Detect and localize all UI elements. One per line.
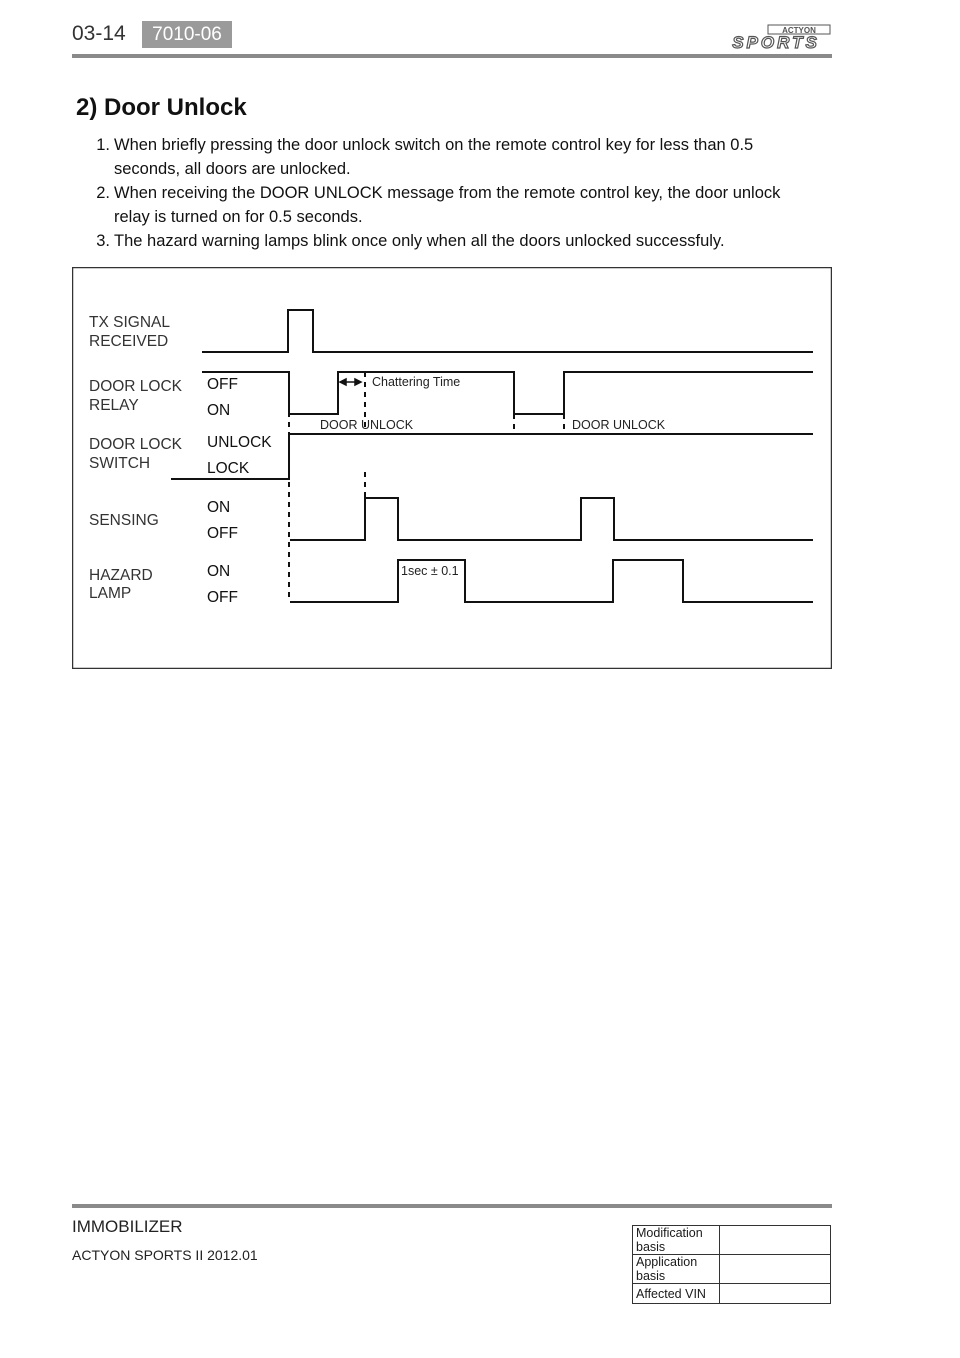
hazard-lamp-label: HAZARD <box>89 567 153 584</box>
list-item <box>80 181 800 229</box>
relay-state-low: ON <box>207 402 231 419</box>
door-lock-relay-label-line2: RELAY <box>89 397 139 414</box>
switch-state-low: LOCK <box>207 460 250 477</box>
hazard-lamp-label-line2: LAMP <box>89 585 132 602</box>
chattering-time-label: Chattering Time <box>372 375 461 389</box>
sensing-state-high: ON <box>207 499 231 516</box>
door-lock-relay-label: DOOR LOCK <box>89 378 183 395</box>
footer-rule <box>72 1204 832 1208</box>
section-title: 2) Door Unlock <box>76 94 247 121</box>
logo-top-text: ACTYON <box>782 26 816 35</box>
sensing-waveform <box>290 498 813 540</box>
revision-label: Affected VIN <box>633 1284 720 1304</box>
revision-table <box>632 1225 831 1304</box>
sensing-label: SENSING <box>89 512 159 529</box>
logo-main-text: SPORTS <box>732 33 820 50</box>
revision-value <box>720 1284 831 1304</box>
header-rule <box>72 54 832 58</box>
tx-signal-label: TX SIGNAL <box>89 314 170 331</box>
door-unlock-label-1: DOOR UNLOCK <box>320 418 414 432</box>
hazard-state-high: ON <box>207 563 231 580</box>
page-number: 03-14 <box>72 22 126 45</box>
table-row <box>633 1226 831 1255</box>
revision-label: Modification basis <box>633 1226 720 1255</box>
tx-signal-waveform <box>202 310 813 352</box>
table-row <box>633 1255 831 1284</box>
tx-signal-label-line2: RECEIVED <box>89 333 169 350</box>
table-row <box>633 1284 831 1304</box>
step-text: When briefly pressing the door unlock switch on the remote control key for less than 0.5 seconds, all doors are unlocked. <box>114 136 754 178</box>
section-code-badge: 7010-06 <box>142 21 232 48</box>
switch-state-high: UNLOCK <box>207 434 272 451</box>
brand-logo <box>716 24 832 50</box>
revision-value <box>720 1255 831 1284</box>
footer-title: IMMOBILIZER <box>72 1217 183 1236</box>
door-lock-relay-waveform <box>202 372 813 414</box>
step-number: 3. <box>96 232 110 250</box>
hazard-lamp-waveform <box>290 560 813 602</box>
step-text: When receiving the DOOR UNLOCK message from the remote control key, the door unlock relay is turned on for 0.5 seconds. <box>114 184 781 226</box>
step-number: 2. <box>96 184 110 202</box>
revision-value <box>720 1226 831 1255</box>
hazard-state-low: OFF <box>207 589 238 606</box>
relay-state-high: OFF <box>207 376 238 393</box>
diagram-frame <box>73 268 832 669</box>
door-lock-switch-label: DOOR LOCK <box>89 436 183 453</box>
list-item <box>80 133 800 181</box>
steps-list <box>80 133 800 253</box>
hazard-duration-label: 1sec ± 0.1 <box>401 564 459 578</box>
timing-diagram <box>72 267 832 669</box>
step-number: 1. <box>96 136 110 154</box>
door-lock-switch-label-line2: SWITCH <box>89 455 151 472</box>
step-text: The hazard warning lamps blink once only when all the doors unlocked successfuly. <box>114 232 725 250</box>
revision-label: Application basis <box>633 1255 720 1284</box>
chattering-arrow <box>340 379 361 385</box>
footer-model: ACTYON SPORTS II 2012.01 <box>72 1247 258 1263</box>
list-item <box>80 229 800 253</box>
sensing-state-low: OFF <box>207 525 238 542</box>
door-unlock-label-2: DOOR UNLOCK <box>572 418 666 432</box>
